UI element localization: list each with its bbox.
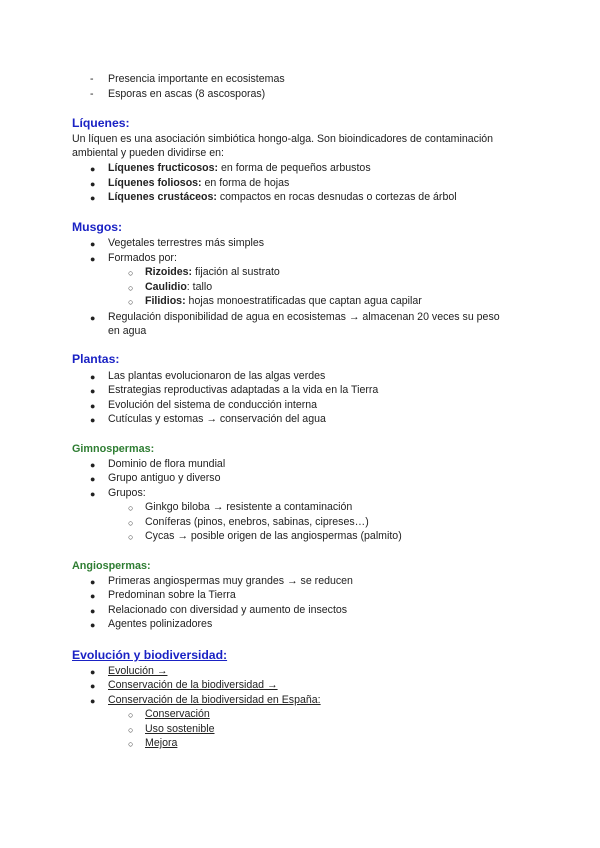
list-item: Evolución del sistema de conducción interna bbox=[108, 399, 318, 411]
circle-bullet-icon: ○ bbox=[128, 297, 134, 307]
circle-bullet-icon: ○ bbox=[128, 532, 134, 542]
list-item: Estrategias reproductivas adaptadas a la vida en la Tierra bbox=[108, 384, 379, 396]
bullet-icon: ● bbox=[90, 239, 96, 249]
bullet-icon: ● bbox=[90, 667, 96, 677]
bullet-icon: ● bbox=[90, 681, 96, 691]
list-item: Líquenes foliosos: en forma de hojas bbox=[108, 177, 290, 189]
bullet-icon: ● bbox=[90, 474, 96, 484]
list-item: Líquenes fructicosos: en forma de pequeños arbustos bbox=[108, 162, 371, 174]
bullet-icon: ● bbox=[90, 313, 96, 323]
bullet-icon: ● bbox=[90, 591, 96, 601]
bullet-icon: ● bbox=[90, 254, 96, 264]
link-conservacion[interactable]: Conservación bbox=[145, 708, 210, 720]
bullet-icon: ● bbox=[90, 460, 96, 470]
list-item: Primeras angiospermas muy grandes → se reducen bbox=[108, 575, 353, 587]
list-item-continuation: en agua bbox=[108, 325, 147, 337]
sub-list-item: Filidios: hojas monoestratificadas que captan agua capilar bbox=[145, 295, 422, 307]
circle-bullet-icon: ○ bbox=[128, 283, 134, 293]
circle-bullet-icon: ○ bbox=[128, 710, 134, 720]
intro-item: Esporas en ascas (8 ascosporas) bbox=[108, 88, 266, 100]
sub-list-item: Coníferas (pinos, enebros, sabinas, cipreses…) bbox=[145, 516, 369, 528]
link-uso-sostenible[interactable]: Uso sostenible bbox=[145, 723, 215, 735]
paragraph-line: Un líquen es una asociación simbiótica hongo-alga. Son bioindicadores de contaminación bbox=[72, 133, 494, 145]
bullet-icon: ● bbox=[90, 164, 96, 174]
list-item: Líquenes crustáceos: compactos en rocas desnudas o cortezas de árbol bbox=[108, 191, 457, 203]
heading-gimnospermas: Gimnospermas: bbox=[72, 443, 155, 455]
circle-bullet-icon: ○ bbox=[128, 739, 134, 749]
bullet-icon: ● bbox=[90, 620, 96, 630]
paragraph-line: ambiental y pueden dividirse en: bbox=[72, 147, 224, 159]
list-item: Predominan sobre la Tierra bbox=[108, 589, 236, 601]
list-item: Formados por: bbox=[108, 252, 177, 264]
bullet-icon: ● bbox=[90, 489, 96, 499]
list-item: Vegetales terrestres más simples bbox=[108, 237, 265, 249]
intro-item: Presencia importante en ecosistemas bbox=[108, 73, 285, 85]
list-item: Grupo antiguo y diverso bbox=[108, 472, 221, 484]
heading-musgos: Musgos: bbox=[72, 220, 123, 234]
bullet-icon: ● bbox=[90, 179, 96, 189]
bullet-icon: ● bbox=[90, 386, 96, 396]
bullet-icon: ● bbox=[90, 401, 96, 411]
bullet-icon: ● bbox=[90, 415, 96, 425]
bullet-icon: ● bbox=[90, 193, 96, 203]
bullet-icon: ● bbox=[90, 696, 96, 706]
circle-bullet-icon: ○ bbox=[128, 725, 134, 735]
link-mejora[interactable]: Mejora bbox=[145, 737, 178, 749]
link-conservacion-espana[interactable]: Conservación de la biodiversidad en España: bbox=[108, 694, 321, 706]
link-evolucion[interactable]: Evolución → bbox=[108, 665, 168, 677]
circle-bullet-icon: ○ bbox=[128, 518, 134, 528]
sub-list-item: Rizoides: fijación al sustrato bbox=[145, 266, 280, 278]
circle-bullet-icon: ○ bbox=[128, 503, 134, 513]
list-item: Agentes polinizadores bbox=[108, 618, 213, 630]
list-item: Regulación disponibilidad de agua en ecosistemas → almacenan 20 veces su peso bbox=[108, 311, 500, 323]
heading-liquenes: Líquenes: bbox=[72, 116, 130, 130]
heading-angiospermas: Angiospermas: bbox=[72, 560, 151, 572]
bullet-icon: ● bbox=[90, 372, 96, 382]
heading-plantas: Plantas: bbox=[72, 352, 120, 366]
sub-list-item: Caulidio: tallo bbox=[145, 281, 213, 293]
sub-list-item: Ginkgo biloba → resistente a contaminación bbox=[145, 501, 353, 513]
circle-bullet-icon: ○ bbox=[128, 268, 134, 278]
dash-marker: - bbox=[90, 73, 94, 85]
heading-evolucion-link[interactable]: Evolución y biodiversidad: bbox=[72, 648, 228, 662]
list-item: Las plantas evolucionaron de las algas verdes bbox=[108, 370, 326, 382]
bullet-icon: ● bbox=[90, 606, 96, 616]
list-item: Relacionado con diversidad y aumento de insectos bbox=[108, 604, 348, 616]
list-item: Cutículas y estomas → conservación del agua bbox=[108, 413, 326, 425]
dash-marker: - bbox=[90, 88, 94, 100]
list-item: Grupos: bbox=[108, 487, 146, 499]
list-item: Dominio de flora mundial bbox=[108, 458, 226, 470]
bullet-icon: ● bbox=[90, 577, 96, 587]
link-conservacion-biodiversidad[interactable]: Conservación de la biodiversidad → bbox=[108, 679, 278, 691]
sub-list-item: Cycas → posible origen de las angiospermas (palmito) bbox=[145, 530, 402, 542]
